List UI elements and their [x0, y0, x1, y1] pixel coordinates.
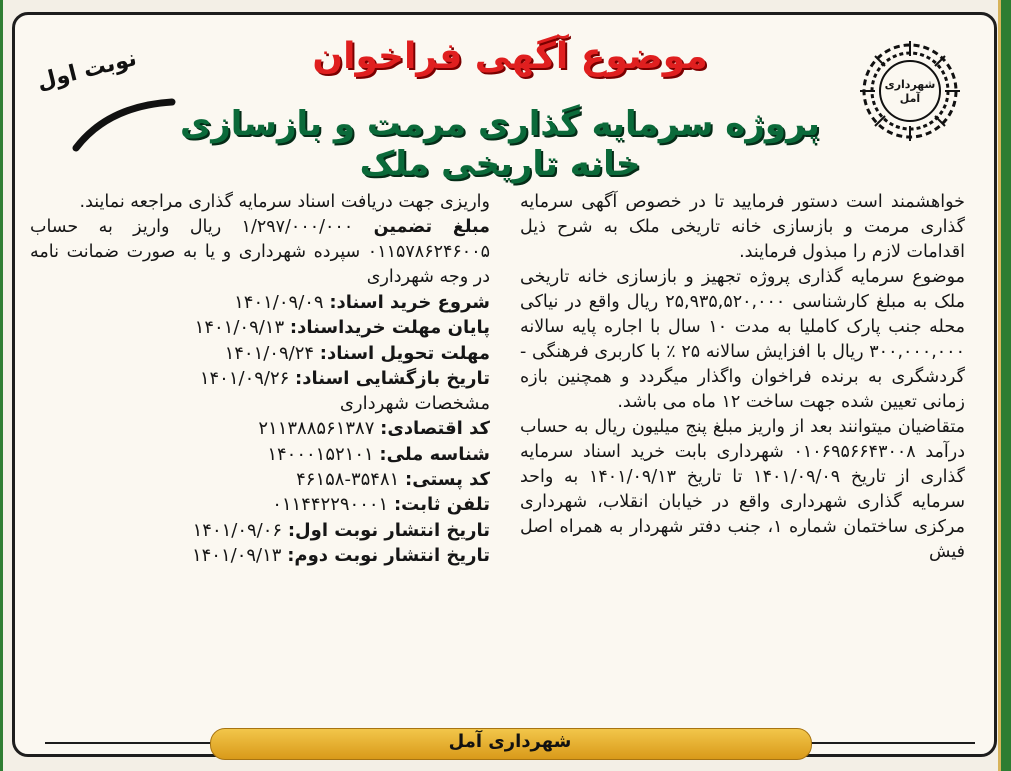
- intro-continuation: واریزی جهت دریافت اسناد سرمایه گذاری مراجعه نمایند.: [79, 192, 490, 212]
- guarantee-value: ۱/۲۹۷/۰۰۰/۰۰۰ ریال واریز به حساب ۰۱۱۵۷۸۶۲۴۶۰۰۵ سپرده شهرداری و یا به صورت ضمانت نامه در وجه شهرداری: [30, 217, 490, 287]
- round-label: نوبت اول: [34, 46, 140, 95]
- specs-heading: مشخصات شهرداری: [339, 393, 490, 415]
- spec-value: ۱۴۰۱/۰۹/۰۶: [192, 519, 283, 541]
- spec-row: [30, 492, 490, 517]
- date-row-label: شروع خرید اسناد:: [329, 292, 490, 313]
- date-row-value: ۱۴۰۱/۰۹/۲۴: [224, 342, 315, 364]
- spec-value: ۱۴۰۰۰۱۵۲۱۰۱: [267, 443, 374, 465]
- date-row-value: ۱۴۰۱/۰۹/۰۹: [234, 292, 324, 313]
- spec-label: تاریخ انتشار نوبت اول:: [287, 519, 490, 541]
- spec-label: شناسه ملی:: [379, 443, 490, 465]
- date-row-label: تاریخ بازگشایی اسناد:: [295, 367, 490, 389]
- date-row: [30, 290, 490, 315]
- date-row: [30, 315, 490, 340]
- date-row-label: پایان مهلت خریداسناد:: [289, 317, 490, 339]
- spec-label: تلفن ثابت:: [393, 494, 490, 516]
- swoosh-decoration: [68, 96, 178, 156]
- spec-row: [30, 543, 490, 568]
- subject-paragraph: موضوع سرمایه گذاری پروژه تجهیز و بازسازی خانه تاریخی ملک به مبلغ کارشناسی ۲۵,۹۳۵,۵۲۰,۰۰۰ ریال واقع در نیاکی محله جنب پارک کاملیا به مدت ۱۰ سال با اجاره پایه سالانه ۳۰۰,۰۰۰,۰۰۰ ریال با افزایش سالانه ۲۵ ٪ با کاربری فرهنگی - گردشگری به برنده فراخوان واگذار میگردد و همچنین بازه زمانی تعیین شده جهت ساخت ۱۲ ماه می باشد.: [520, 267, 965, 412]
- applicants-paragraph: متقاضیان میتوانند بعد از واریز مبلغ پنج میلیون ریال به حساب درآمد ۰۱۰۶۹۵۶۶۴۳۰۰۸ شهرداری بابت خرید اسناد سرمایه گذاری از تاریخ ۱۴۰۱/۰۹/۰۹ تا تاریخ ۱۴۰۱/۰۹/۱۳ به واحد سرمایه گذاری شهرداری واقع در خیابان انقلاب، شهرداری مرکزی ساختمان شماره ۱، جنب دفتر شهردار به همراه اصل فیش: [520, 417, 965, 562]
- logo-text: شهرداری آمل: [884, 78, 936, 105]
- spec-label: تاریخ انتشار نوبت دوم:: [287, 544, 490, 566]
- intro-paragraph: خواهشمند است دستور فرمایید تا در خصوص آگهی سرمایه گذاری مرمت و بازسازی خانه تاریخی ملک به شرح ذیل اقدامات لازم را مبذول فرمایند.: [520, 192, 965, 262]
- spec-row: [30, 416, 490, 441]
- footer-municipality-name: شهرداری آمل: [448, 731, 572, 752]
- spec-value: ۱۴۰۱/۰۹/۱۳: [191, 544, 282, 566]
- spec-value: ۲۱۱۳۸۸۵۶۱۳۸۷: [258, 418, 375, 440]
- date-row: [30, 366, 490, 391]
- left-edge-stripe: [0, 0, 3, 771]
- notice-subject-title: موضوع آگهی فراخوان: [312, 36, 708, 77]
- date-row: [30, 341, 490, 366]
- date-row-value: ۱۴۰۱/۰۹/۱۳: [194, 317, 285, 339]
- spec-row: [30, 467, 490, 492]
- spec-row: [30, 518, 490, 543]
- spec-label: کد اقتصادی:: [380, 418, 490, 440]
- project-title: پروژه سرمایه گذاری مرمت و بازسازی خانه تاریخی ملک: [180, 104, 820, 184]
- guarantee-label: مبلغ تضمین: [373, 217, 490, 237]
- right-edge-accent: [998, 0, 1001, 771]
- spec-value: ۰۱۱۴۴۲۲۹۰۰۰۱: [272, 494, 389, 516]
- guarantee-paragraph: [30, 215, 490, 290]
- spec-row: [30, 442, 490, 467]
- right-edge-stripe: [1001, 0, 1011, 771]
- spec-value: ۳۵۴۸۱-۴۶۱۵۸: [296, 469, 400, 491]
- spec-label: کد پستی:: [405, 469, 490, 491]
- date-row-value: ۱۴۰۱/۰۹/۲۶: [199, 367, 290, 389]
- date-row-label: مهلت تحویل اسناد:: [319, 342, 490, 364]
- body-left-column: [30, 190, 490, 568]
- body-right-column: [520, 190, 965, 565]
